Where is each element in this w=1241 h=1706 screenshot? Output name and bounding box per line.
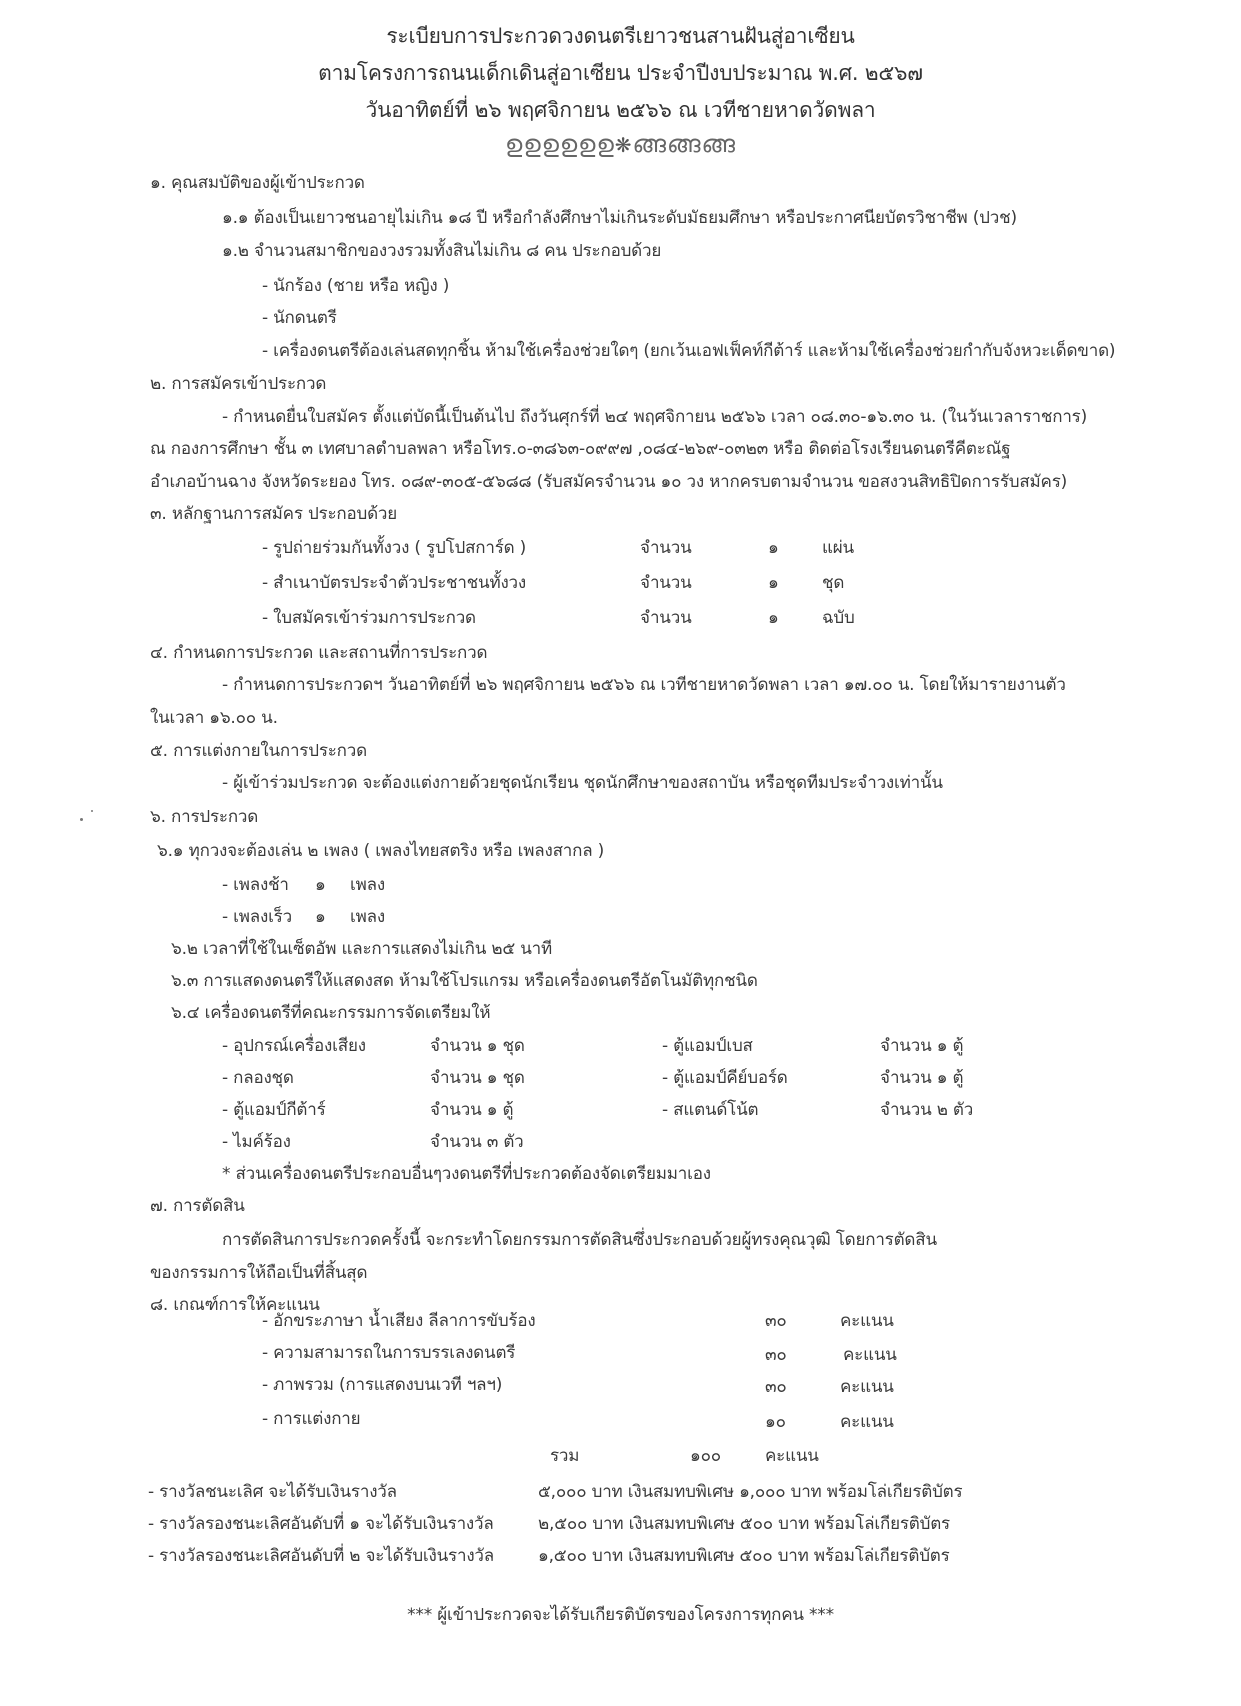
section-2-line: อำเภอบ้านฉาง จังหวัดระยอง โทร. ๐๘๙-๓๐๕-๕๖๘๘ (รับสมัครจำนวน ๑๐ วง หากครบตามจำนวน ขอสงวนสิทธิปิดการรับสมัคร): [150, 472, 1068, 492]
prize-detail: ๕,๐๐๐ บาท เงินสมทบพิเศษ ๑,๐๐๐ บาท พร้อมโล่เกียรติบัตร: [538, 1482, 963, 1502]
member-item: - เครื่องดนตรีต้องเล่นสดทุกชิ้น ห้ามใช้เครื่องช่วยใดๆ (ยกเว้นเอฟเฟ็คท์กีต้าร์ และห้ามใช้เครื่องช่วยกำกับจังหวะเด็ดขาด): [262, 341, 1116, 361]
ornament-left: ഉഉഉഉഉഉ: [505, 130, 615, 158]
section-6-item-3: ๖.๓ การแสดงดนตรีให้แสดงสด ห้ามใช้โปรแกรม หรือเครื่องดนตรีอัตโนมัติทุกชนิด: [171, 971, 758, 991]
section-6-item-4: ๖.๔ เครื่องดนตรีที่คณะกรรมการจัดเตรียมให้: [171, 1003, 491, 1023]
criteria-label: - อักขระภาษา น้ำเสียง ลีลาการขับร้อง: [262, 1311, 536, 1331]
criteria-unit: คะแนน: [840, 1377, 894, 1397]
prize-label: - รางวัลรองชนะเลิศอันดับที่ ๑ จะได้รับเงินรางวัล: [148, 1514, 494, 1534]
footer-note: *** ผู้เข้าประกวดจะได้รับเกียรติบัตรของโครงการทุกคน ***: [407, 1605, 834, 1625]
criteria-unit: คะแนน: [840, 1412, 894, 1432]
section-2-line: - กำหนดยื่นใบสมัคร ตั้งแต่บัดนี้เป็นต้นไป ถึงวันศุกร์ที่ ๒๔ พฤศจิกายน ๒๕๖๖ เวลา ๐๘.๓๐-๑๖.๓๐ น. (ในวันเวลาราชการ): [222, 407, 1088, 427]
section-2-line: ณ กองการศึกษา ชั้น ๓ เทศบาลตำบลพลา หรือโทร.๐-๓๘๖๓-๐๙๙๗ ,๐๘๔-๒๖๙-๐๓๒๓ หรือ ติดต่อโรงเรียนดนตรีคีตะณัฐ: [150, 439, 1011, 459]
equipment-label: - ไมค์ร้อง: [222, 1132, 291, 1152]
criteria-score: ๓๐: [765, 1345, 787, 1365]
section-8-heading: ๘. เกณฑ์การให้คะแนน: [150, 1295, 320, 1315]
equipment-qty: จำนวน ๑ ชุด: [430, 1068, 525, 1088]
song-qty: ๑: [315, 875, 326, 895]
equipment-qty: จำนวน ๒ ตัว: [880, 1100, 974, 1120]
equipment-qty: จำนวน ๑ ตู้: [880, 1036, 964, 1056]
section-1-heading: ๑. คุณสมบัติของผู้เข้าประกวด: [150, 173, 365, 193]
scan-speck: [80, 818, 83, 821]
section-4-line: ในเวลา ๑๖.๐๐ น.: [150, 708, 278, 728]
section-5-heading: ๕. การแต่งกายในการประกวด: [150, 741, 367, 761]
section-6-item-1: ๖.๑ ทุกวงจะต้องเล่น ๒ เพลง ( เพลงไทยสตริง หรือ เพลงสากล ): [157, 841, 605, 861]
prize-label: - รางวัลชนะเลิศ จะได้รับเงินรางวัล: [148, 1482, 397, 1502]
equipment-label: - อุปกรณ์เครื่องเสียง: [222, 1036, 366, 1056]
section-4-heading: ๔. กำหนดการประกวด และสถานที่การประกวด: [150, 643, 488, 663]
section-7-line: การตัดสินการประกวดครั้งนี้ จะกระทำโดยกรรมการตัดสินซึ่งประกอบด้วยผู้ทรงคุณวุฒิ โดยการตัดสิน: [222, 1230, 937, 1250]
total-score: ๑๐๐: [690, 1446, 721, 1466]
section-1-item-1: ๑.๑ ต้องเป็นเยาวชนอายุไม่เกิน ๑๘ ปี หรือกำลังศึกษาไม่เกินระดับมัธยมศึกษา หรือประกาศนียบัตรวิชาชีพ (ปวช): [222, 208, 1017, 228]
equipment-qty: จำนวน ๑ ตู้: [880, 1068, 964, 1088]
criteria-label: - ภาพรวม (การแสดงบนเวที ฯลฯ): [262, 1375, 503, 1395]
equipment-label: - กลองชุด: [222, 1068, 294, 1088]
section-4-line: - กำหนดการประกวดฯ วันอาทิตย์ที่ ๒๖ พฤศจิกายน ๒๕๖๖ ณ เวทีชายหาดวัดพลา เวลา ๑๗.๐๐ น. โดยให้มารายงานตัว: [222, 675, 1066, 695]
section-7-heading: ๗. การตัดสิน: [150, 1196, 245, 1216]
star-ornament-icon: ❋: [614, 133, 633, 157]
criteria-label: - การแต่งกาย: [262, 1409, 361, 1429]
criteria-score: ๓๐: [765, 1311, 787, 1331]
member-item: - นักดนตรี: [262, 308, 337, 328]
document-date-venue: วันอาทิตย์ที่ ๒๖ พฤศจิกายน ๒๕๖๖ ณ เวทีชายหาดวัดพลา: [365, 98, 876, 122]
ornamental-divider: [0, 130, 1241, 158]
section-3-heading: ๓. หลักฐานการสมัคร ประกอบด้วย: [150, 504, 398, 524]
criteria-score: ๓๐: [765, 1377, 787, 1397]
equipment-qty: จำนวน ๓ ตัว: [430, 1132, 524, 1152]
song-label: - เพลงเร็ว: [222, 907, 292, 927]
document-label: - สำเนาบัตรประจำตัวประชาชนทั้งวง: [262, 573, 526, 593]
equipment-qty: จำนวน ๑ ตู้: [430, 1100, 514, 1120]
song-unit: เพลง: [350, 875, 385, 895]
total-label: รวม: [550, 1446, 580, 1466]
song-unit: เพลง: [350, 907, 385, 927]
song-label: - เพลงช้า: [222, 875, 289, 895]
section-1-item-2: ๑.๒ จำนวนสมาชิกของวงรวมทั้งสินไม่เกิน ๘ คน ประกอบด้วย: [222, 241, 662, 261]
prize-detail: ๑,๕๐๐ บาท เงินสมทบพิเศษ ๕๐๐ บาท พร้อมโล่เกียรติบัตร: [538, 1546, 950, 1566]
criteria-unit: คะแนน: [843, 1345, 897, 1365]
section-6-item-2: ๖.๒ เวลาที่ใช้ในเซ็ตอัพ และการแสดงไม่เกิน ๒๕ นาที: [171, 939, 552, 959]
quantity-unit: ชุด: [822, 573, 845, 593]
quantity-label: จำนวน: [640, 573, 692, 593]
scan-speck: [91, 810, 93, 812]
equipment-label: - ตู้แอมป์เบส: [662, 1036, 753, 1056]
section-6-heading: ๖. การประกวด: [150, 807, 259, 827]
criteria-label: - ความสามารถในการบรรเลงดนตรี: [262, 1343, 516, 1363]
criteria-score: ๑๐: [765, 1412, 786, 1432]
equipment-qty: จำนวน ๑ ชุด: [430, 1036, 525, 1056]
document-title: ระเบียบการประกวดวงดนตรีเยาวชนสานฝันสู่อาเซียน: [386, 24, 855, 48]
quantity-value: ๑: [768, 608, 779, 628]
section-2-heading: ๒. การสมัครเข้าประกวด: [150, 374, 327, 394]
criteria-unit: คะแนน: [840, 1311, 894, 1331]
song-qty: ๑: [315, 907, 326, 927]
prize-detail: ๒,๕๐๐ บาท เงินสมทบพิเศษ ๕๐๐ บาท พร้อมโล่เกียรติบัตร: [538, 1514, 950, 1534]
section-5-line: - ผู้เข้าร่วมประกวด จะต้องแต่งกายด้วยชุดนักเรียน ชุดนักศึกษาของสถาบัน หรือชุดทีมประจำวงเท่านั้น: [222, 773, 943, 793]
quantity-unit: ฉบับ: [822, 608, 855, 628]
quantity-value: ๑: [768, 538, 779, 558]
document-label: - รูปถ่ายร่วมกันทั้งวง ( รูปโปสการ์ด ): [262, 538, 527, 558]
ornament-right: ങ്ങങ്ങങ്ങ: [632, 130, 736, 158]
section-7-line: ของกรรมการให้ถือเป็นที่สิ้นสุด: [150, 1263, 368, 1283]
quantity-value: ๑: [768, 573, 779, 593]
document-label: - ใบสมัครเข้าร่วมการประกวด: [262, 608, 476, 628]
quantity-unit: แผ่น: [822, 538, 854, 558]
total-unit: คะแนน: [765, 1446, 819, 1466]
document-subtitle: ตามโครงการถนนเด็กเดินสู่อาเซียน ประจำปีงบประมาณ พ.ศ. ๒๕๖๗: [318, 61, 923, 85]
equipment-label: - ตู้แอมป์คีย์บอร์ด: [662, 1068, 788, 1088]
equipment-label: - ตู้แอมป์กีต้าร์: [222, 1100, 326, 1120]
equipment-label: - สแตนด์โน้ต: [662, 1100, 759, 1120]
prize-label: - รางวัลรองชนะเลิศอันดับที่ ๒ จะได้รับเงินรางวัล: [148, 1546, 494, 1566]
member-item: - นักร้อง (ชาย หรือ หญิง ): [262, 276, 450, 296]
equipment-note: * ส่วนเครื่องดนตรีประกอบอื่นๆวงดนตรีที่ประกวดต้องจัดเตรียมมาเอง: [222, 1164, 711, 1184]
quantity-label: จำนวน: [640, 608, 692, 628]
quantity-label: จำนวน: [640, 538, 692, 558]
